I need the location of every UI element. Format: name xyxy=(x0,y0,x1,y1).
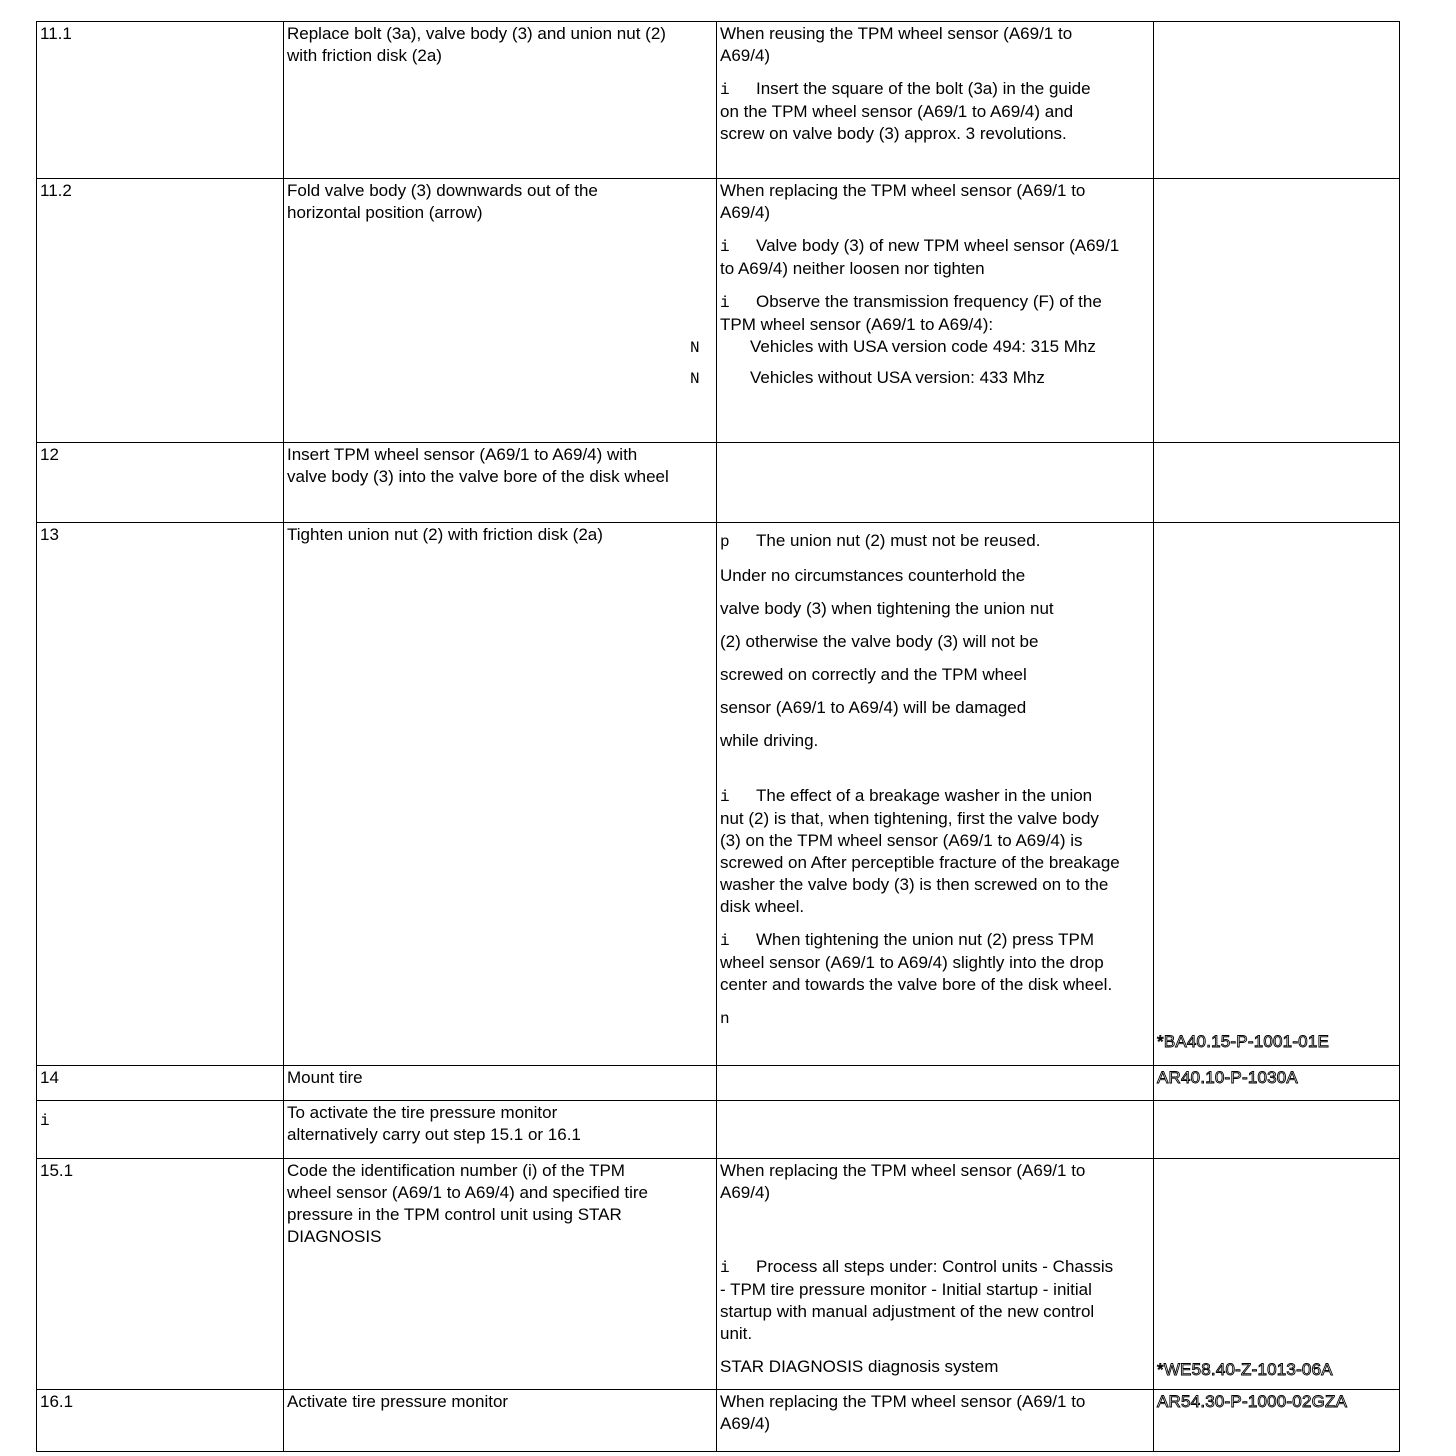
step-action: To activate the tire pressure monitor alternatively carry out step 15.1 or 16.1 xyxy=(284,1101,717,1159)
step-number: 14 xyxy=(37,1066,284,1101)
info-note: i When tightening the union nut (2) press TPM wheel sensor (A69/1 to A69/4) slightly into the drop center and towards the valve bore of the disk wheel. xyxy=(720,930,1113,994)
step-number: 16.1 xyxy=(37,1390,284,1452)
step-notes xyxy=(717,1101,1154,1159)
step-action: Code the identification number (i) of the TPM wheel sensor (A69/1 to A69/4) and specified tire pressure in the TPM control unit using STAR DIAGNOSIS xyxy=(284,1159,717,1390)
step-number: 12 xyxy=(37,443,284,523)
step-action: Mount tire xyxy=(284,1066,717,1101)
info-note: i Process all steps under: Control units - Chassis - TPM tire pressure monitor - Initial startup - initial startup with manual adjustment of the new control unit. xyxy=(720,1257,1114,1343)
table-row xyxy=(37,1101,1400,1159)
step-action: Activate tire pressure monitor xyxy=(284,1390,717,1452)
step-number xyxy=(37,1101,284,1159)
step-reference: AR40.10-P-1030A xyxy=(1154,1066,1400,1101)
step-notes: When replacing the TPM wheel sensor (A69/1 to A69/4) i Process all steps under: Control units - Chassis - TPM tire pressure monitor - Initial startup - initial startup with manual adjustment of the new control unit. STAR DIAGNOSIS diagnosis system xyxy=(717,1159,1154,1390)
step-action: Insert TPM wheel sensor (A69/1 to A69/4) with valve body (3) into the valve bore of the disk wheel xyxy=(284,443,717,523)
info-note: i Insert the square of the bolt (3a) in the guide on the TPM wheel sensor (A69/1 to A69/4) and screw on valve body (3) approx. 3 revolutions. xyxy=(720,79,1091,143)
step-reference: AR54.30-P-1000-02GZA xyxy=(1154,1390,1400,1452)
step-action: Replace bolt (3a), valve body (3) and union nut (2) with friction disk (2a) xyxy=(284,22,717,179)
step-notes xyxy=(717,523,1154,1066)
table-row xyxy=(37,443,1400,523)
info-icon: i xyxy=(720,1259,730,1277)
table-row xyxy=(37,1390,1400,1452)
step-notes xyxy=(717,443,1154,523)
step-reference: *BA40.15-P-1001-01E xyxy=(1154,523,1400,1066)
table-row xyxy=(37,1066,1400,1101)
step-reference xyxy=(1154,443,1400,523)
table-row xyxy=(37,179,1400,443)
step-reference xyxy=(1154,179,1400,443)
info-icon: i xyxy=(720,238,730,256)
step-action: Fold valve body (3) downwards out of the horizontal position (arrow) xyxy=(284,179,717,443)
step-number: 11.2 xyxy=(37,179,284,443)
step-notes: When replacing the TPM wheel sensor (A69/1 to A69/4) xyxy=(717,1390,1154,1452)
info-icon: i xyxy=(720,81,730,99)
step-notes: When replacing the TPM wheel sensor (A69/1 to A69/4) i Valve body (3) of new TPM wheel sensor (A69/1 to A69/4) neither loosen nor tighten i Observe the transmission frequency (F) of the TPM wheel sensor (A69/1 to A69/4): N Vehicles with USA version code 494: 315 Mhz N Vehicles without USA version: 433 Mhz xyxy=(717,179,1154,443)
end-note xyxy=(720,1007,1120,1030)
info-icon: i xyxy=(40,1112,50,1130)
step-number: 11.1 xyxy=(37,22,284,179)
list-item: N Vehicles without USA version: 433 Mhz xyxy=(690,368,1045,388)
info-note: i Valve body (3) of new TPM wheel sensor (A69/1 to A69/4) neither loosen nor tighten xyxy=(720,236,1120,278)
info-icon: i xyxy=(720,294,730,312)
step-action: Tighten union nut (2) with friction disk (2a) xyxy=(284,523,717,1066)
step-notes xyxy=(717,1066,1154,1101)
table-row xyxy=(37,523,1400,1066)
end-icon: n xyxy=(720,1010,730,1028)
step-number: 15.1 xyxy=(37,1159,284,1390)
warning-note: p The union nut (2) must not be reused. Under no circumstances counterhold the valve body (3) when tightening the union nut (2) otherwise the valve body (3) will not be screwed on correctly and the TPM wheel sensor (A69/1 to A69/4) will be damaged while driving. xyxy=(720,524,1120,757)
step-reference xyxy=(1154,1101,1400,1159)
step-reference: *WE58.40-Z-1013-06A xyxy=(1154,1159,1400,1390)
list-item: N Vehicles with USA version code 494: 315 Mhz xyxy=(690,337,1096,357)
step-notes: When reusing the TPM wheel sensor (A69/1 to A69/4) i Insert the square of the bolt (3a) in the guide on the TPM wheel sensor (A69/1 to A69/4) and screw on valve body (3) approx. 3 revolutions. xyxy=(717,22,1154,179)
table-row xyxy=(37,1159,1400,1390)
step-number: 13 xyxy=(37,523,284,1066)
table-row xyxy=(37,22,1400,179)
info-note: i Observe the transmission frequency (F) of the TPM wheel sensor (A69/1 to A69/4): xyxy=(720,292,1102,334)
procedure-table xyxy=(36,21,1400,1452)
info-icon: i xyxy=(720,932,730,950)
bullet-icon: N xyxy=(690,339,700,357)
step-reference xyxy=(1154,22,1400,179)
bullet-icon: N xyxy=(690,370,700,388)
warning-icon: p xyxy=(720,533,730,551)
info-note: i The effect of a breakage washer in the union nut (2) is that, when tightening, first the valve body (3) on the TPM wheel sensor (A69/1 to A69/4) is screwed on After perceptible fracture of the breakage washer the valve body (3) is then screwed on to the disk wheel. xyxy=(720,786,1120,916)
info-icon: i xyxy=(720,788,730,806)
